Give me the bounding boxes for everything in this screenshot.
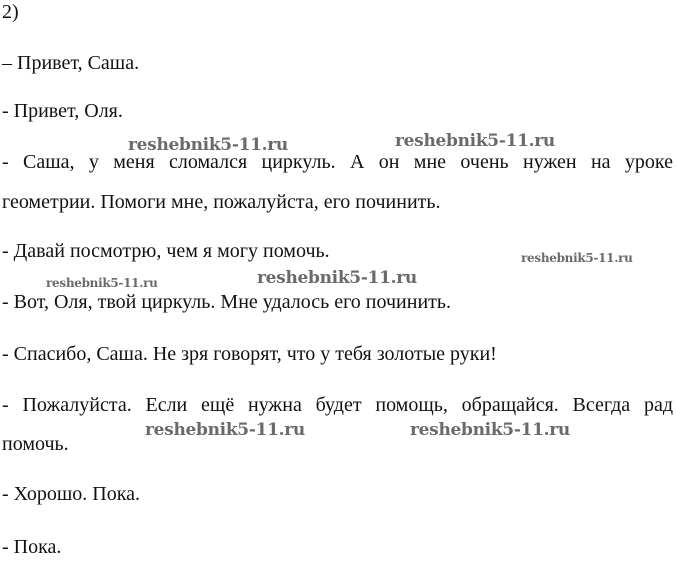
watermark: reshebnik5-11.ru [145,420,305,440]
dialogue-line-9: - Пока. [2,536,62,558]
watermark: reshebnik5-11.ru [257,268,417,288]
watermark: reshebnik5-11.ru [521,251,633,265]
dialogue-line-3-part-1: - Саша, у меня сломался циркуль. А он мне очень нужен на уроке [2,151,673,173]
dialogue-line-6: - Спасибо, Саша. Не зря говорят, что у тебя золотые руки! [2,343,497,365]
watermark: reshebnik5-11.ru [128,135,288,155]
task-number: 2) [2,1,19,23]
watermark: reshebnik5-11.ru [395,131,555,151]
watermark: reshebnik5-11.ru [410,420,570,440]
dialogue-line-1: – Привет, Саша. [2,52,140,74]
dialogue-line-8: - Хорошо. Пока. [2,483,140,505]
dialogue-line-2: - Привет, Оля. [2,100,123,122]
dialogue-line-4: - Давай посмотрю, чем я могу помочь. [2,240,330,262]
dialogue-line-5: - Вот, Оля, твой циркуль. Мне удалось его починить. [2,291,452,313]
dialogue-line-3-part-2: геометрии. Помоги мне, пожалуйста, его починить. [2,191,441,213]
dialogue-line-7-part-1: - Пожалуйста. Если ещё нужна будет помощь, обращайся. Всегда рад [2,394,673,416]
watermark: reshebnik5-11.ru [46,276,158,290]
dialogue-line-7-part-2: помочь. [2,433,69,455]
